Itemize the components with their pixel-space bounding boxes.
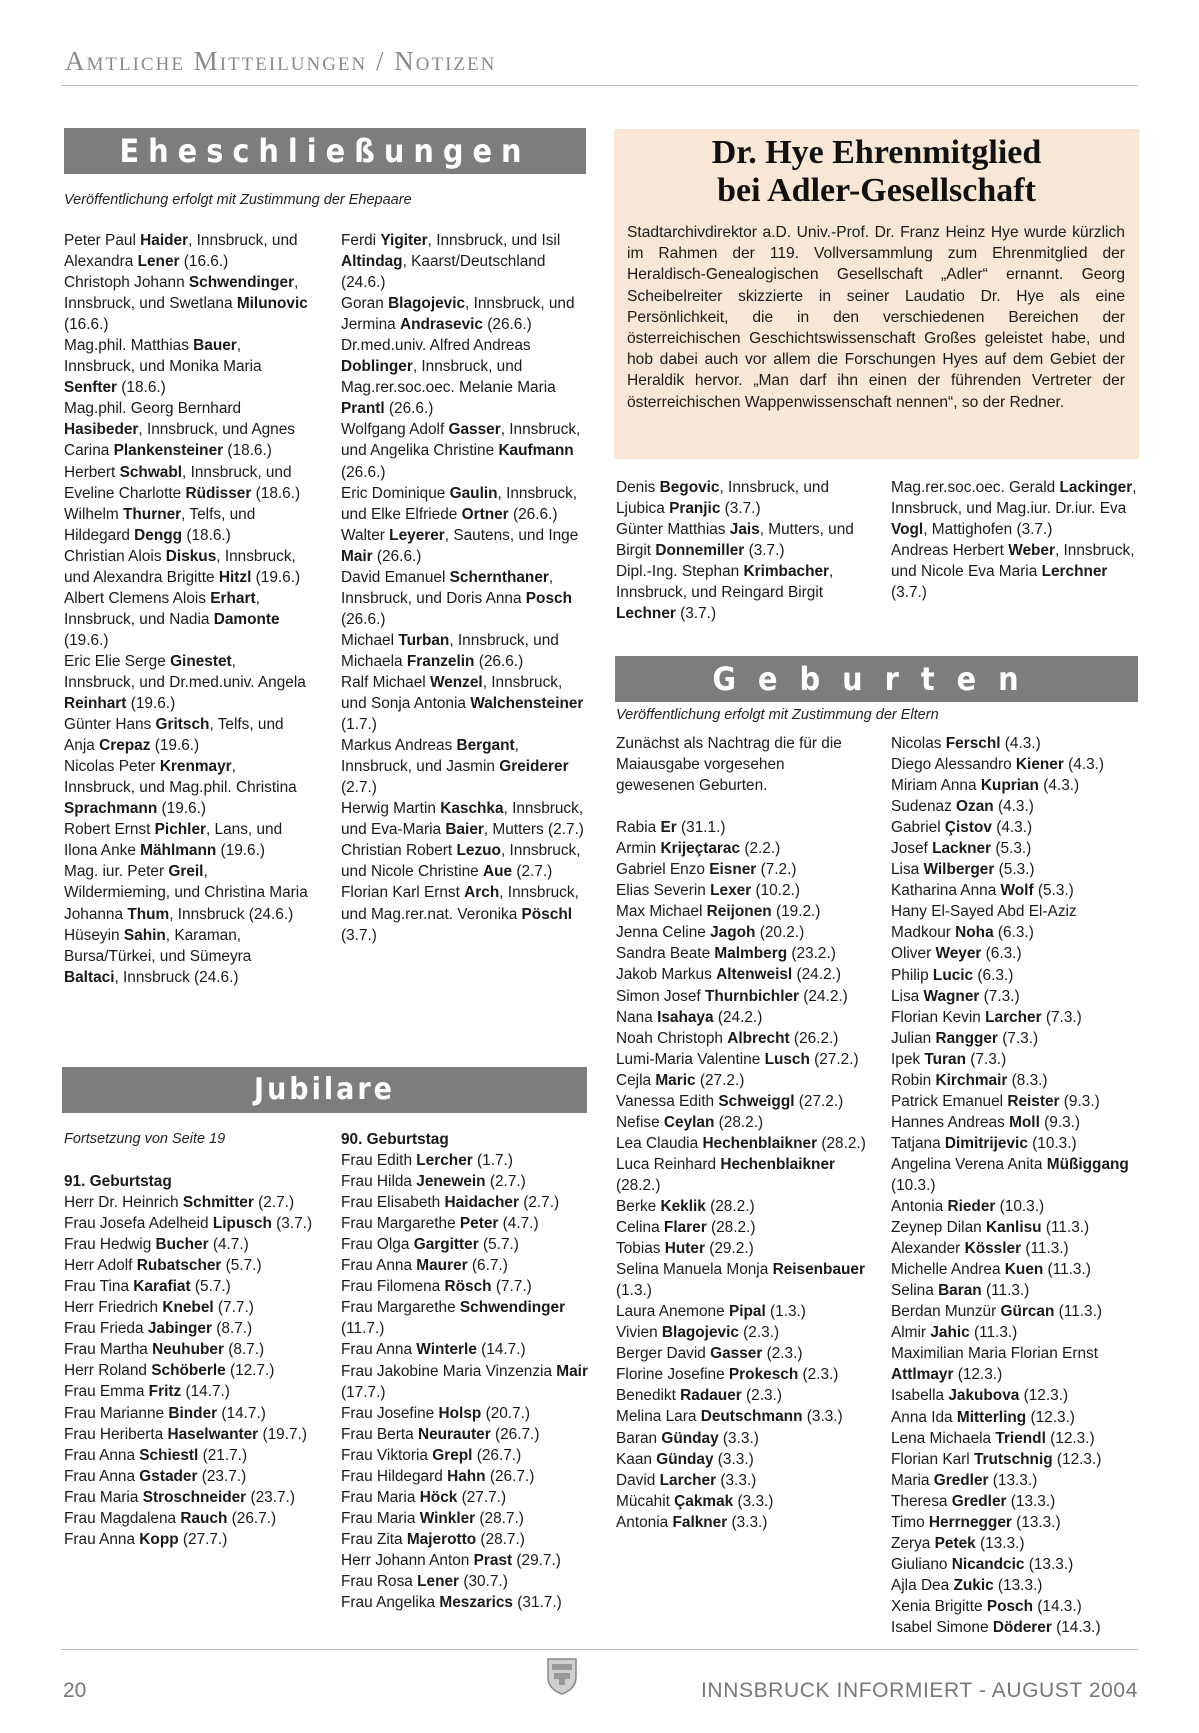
birthday-entry: Frau Jakobine Maria Vinzenzia Mair (17.7.) bbox=[341, 1362, 588, 1401]
birthday-entry: Frau Filomena Rösch (7.7.) bbox=[341, 1278, 532, 1296]
eheschliessungen-column-4 bbox=[891, 477, 1137, 603]
article-title-line-1: Dr. Hye Ehrenmitglied bbox=[711, 134, 1042, 171]
birth-entry: Tobias Huter (29.2.) bbox=[616, 1240, 754, 1258]
birth-entry: Oliver Weyer (6.3.) bbox=[891, 945, 1022, 963]
birth-entry: Julian Rangger (7.3.) bbox=[891, 1029, 1039, 1047]
birth-entry: Philip Lucic (6.3.) bbox=[891, 966, 1014, 984]
eheschliessungen-column-2 bbox=[341, 230, 585, 946]
birth-entry: Berdan Munzür Gürcan (11.3.) bbox=[891, 1303, 1103, 1321]
birthday-entry: Herr Adolf Rubatscher (5.7.) bbox=[64, 1257, 262, 1275]
birth-entry: Michelle Andrea Kuen (11.3.) bbox=[891, 1261, 1091, 1279]
birth-entry: Ipek Turan (7.3.) bbox=[891, 1050, 1007, 1068]
jubilare-title: Jubilare bbox=[254, 1072, 395, 1107]
article-box bbox=[614, 129, 1139, 459]
birth-entry: Lisa Wilberger (5.3.) bbox=[891, 861, 1035, 879]
birthday-entry: Frau Margarethe Schwendinger (11.7.) bbox=[341, 1299, 566, 1338]
birth-entry: Mücahit Çakmak (3.3.) bbox=[616, 1492, 774, 1510]
birth-entry: Celina Flarer (28.2.) bbox=[616, 1219, 756, 1237]
birthday-entry: Frau Maria Winkler (28.7.) bbox=[341, 1509, 524, 1527]
birth-entry: Lumi-Maria Valentine Lusch (27.2.) bbox=[616, 1050, 859, 1068]
jubilare-91-list bbox=[64, 1192, 314, 1550]
marriage-entry: Ralf Michael Wenzel, Innsbruck, und Sonja Antonia Walchensteiner (1.7.) bbox=[341, 673, 584, 734]
birth-entry: Melina Lara Deutschmann (3.3.) bbox=[616, 1408, 843, 1426]
marriage-entry: Wilhelm Thurner, Telfs, und Hildegard Dengg (18.6.) bbox=[64, 505, 256, 544]
birth-entry: Hannes Andreas Moll (9.3.) bbox=[891, 1113, 1081, 1131]
birth-entry: Robin Kirchmair (8.3.) bbox=[891, 1071, 1048, 1089]
birth-entry: Laura Anemone Pipal (1.3.) bbox=[616, 1303, 806, 1321]
birthday-entry: Frau Elisabeth Haidacher (2.7.) bbox=[341, 1194, 560, 1212]
birthday-entry: Herr Dr. Heinrich Schmitter (2.7.) bbox=[64, 1194, 295, 1212]
birthday-entry: Frau Anna Maurer (6.7.) bbox=[341, 1257, 508, 1275]
marriage-entry: Dr.med.univ. Alfred Andreas Doblinger, Innsbruck, und Mag.rer.soc.oec. Melanie Maria Prantl (26.6.) bbox=[341, 337, 556, 418]
birth-entry: Antonia Falkner (3.3.) bbox=[616, 1513, 768, 1531]
birth-entry: Xenia Brigitte Posch (14.3.) bbox=[891, 1597, 1082, 1615]
birth-entry: Lisa Wagner (7.3.) bbox=[891, 987, 1020, 1005]
birth-entry: Baran Günday (3.3.) bbox=[616, 1429, 759, 1447]
eheschliessungen-column-1 bbox=[64, 230, 308, 988]
birthday-entry: Frau Marianne Binder (14.7.) bbox=[64, 1404, 266, 1422]
header-divider bbox=[61, 85, 1138, 86]
birth-entry: Patrick Emanuel Reister (9.3.) bbox=[891, 1092, 1100, 1110]
birth-entry: Nefise Ceylan (28.2.) bbox=[616, 1113, 764, 1131]
birth-entry: Simon Josef Thurnbichler (24.2.) bbox=[616, 987, 848, 1005]
birthday-entry: Frau Anna Gstader (23.7.) bbox=[64, 1467, 247, 1485]
birth-entry: Katharina Anna Wolf (5.3.) bbox=[891, 882, 1074, 900]
eheschliessungen-title: Eheschließungen bbox=[119, 132, 531, 170]
marriage-entry: Eric Elie Serge Ginestet, Innsbruck, und Dr.med.univ. Angela Reinhart (19.6.) bbox=[64, 652, 306, 713]
birth-entry: Kaan Günday (3.3.) bbox=[616, 1450, 754, 1468]
marriage-entry: Robert Ernst Pichler, Lans, und Ilona Anke Mählmann (19.6.) bbox=[64, 821, 283, 860]
geburten-banner bbox=[615, 656, 1138, 702]
birthday-entry: Frau Edith Lercher (1.7.) bbox=[341, 1152, 513, 1170]
birthday-entry: Frau Olga Gargitter (5.7.) bbox=[341, 1236, 519, 1254]
birth-entry: Luca Reinhard Hechenblaikner (28.2.) bbox=[616, 1155, 836, 1194]
birth-entry: Zeynep Dilan Kanlisu (11.3.) bbox=[891, 1219, 1090, 1237]
birth-entry: Nicolas Ferschl (4.3.) bbox=[891, 735, 1041, 752]
jubilare-91-heading: 91. Geburtstag bbox=[64, 1173, 172, 1190]
marriage-entry: Walter Leyerer, Sautens, und Inge Mair (26.6.) bbox=[341, 526, 579, 565]
page-number: 20 bbox=[63, 1679, 87, 1702]
birthday-entry: Frau Hedwig Bucher (4.7.) bbox=[64, 1236, 249, 1254]
marriage-entry: Christian Robert Lezuo, Innsbruck, und Nicole Christine Aue (2.7.) bbox=[341, 842, 581, 881]
birthday-entry: Herr Friedrich Knebel (7.7.) bbox=[64, 1299, 254, 1317]
marriage-entry: Günter Hans Gritsch, Telfs, und Anja Crepaz (19.6.) bbox=[64, 716, 284, 755]
marriage-entry: Wolfgang Adolf Gasser, Innsbruck, und Angelika Christine Kaufmann (26.6.) bbox=[341, 421, 581, 481]
birth-entry: Rabia Er (31.1.) bbox=[616, 819, 726, 837]
birth-entry: Zerya Petek (13.3.) bbox=[891, 1534, 1025, 1552]
birthday-entry: Frau Magdalena Rauch (26.7.) bbox=[64, 1509, 277, 1527]
marriage-entry: Günter Matthias Jais, Mutters, und Birgit Donnemiller (3.7.) bbox=[616, 521, 854, 560]
birth-entry: Lena Michaela Triendl (12.3.) bbox=[891, 1429, 1095, 1447]
marriage-entry: Florian Karl Ernst Arch, Innsbruck, und Mag.rer.nat. Veronika Pöschl (3.7.) bbox=[341, 884, 579, 944]
marriage-entry: Mag.phil. Matthias Bauer, Innsbruck, und Monika Maria Senfter (18.6.) bbox=[64, 337, 262, 397]
birth-entry: Hany El-Sayed Abd El-Aziz Madkour Noha (6.3.) bbox=[891, 903, 1077, 942]
innsbruck-coat-of-arms-icon bbox=[546, 1655, 578, 1695]
marriage-entry: Mag.phil. Georg Bernhard Hasibeder, Innsbruck, und Agnes Carina Plankensteiner (18.6.) bbox=[64, 400, 295, 460]
birth-entry: Florine Josefine Prokesch (2.3.) bbox=[616, 1366, 839, 1384]
birth-entry: Sudenaz Ozan (4.3.) bbox=[891, 798, 1034, 816]
jubilare-column-2 bbox=[341, 1129, 591, 1613]
marriage-entry: Dipl.-Ing. Stephan Krimbacher, Innsbruck, und Reingard Birgit Lechner (3.7.) bbox=[616, 563, 834, 623]
birthday-entry: Frau Maria Stroschneider (23.7.) bbox=[64, 1488, 295, 1506]
geburten-list-1 bbox=[616, 817, 866, 1533]
birthday-entry: Herr Johann Anton Prast (29.7.) bbox=[341, 1551, 561, 1569]
birth-entry: Vanessa Edith Schweiggl (27.2.) bbox=[616, 1092, 844, 1110]
birthday-entry: Frau Heriberta Haselwanter (19.7.) bbox=[64, 1425, 307, 1443]
birthday-entry: Frau Anna Schiestl (21.7.) bbox=[64, 1446, 248, 1464]
marriage-entry: Christoph Johann Schwendinger, Innsbruck, und Swetlana Milunovic (16.6.) bbox=[64, 274, 308, 334]
birth-entry: Gabriel Enzo Eisner (7.2.) bbox=[616, 861, 797, 879]
birth-entry: Nana Isahaya (24.2.) bbox=[616, 1008, 763, 1026]
birth-entry: Isabel Simone Döderer (14.3.) bbox=[891, 1618, 1101, 1636]
birth-entry: Miriam Anna Kuprian (4.3.) bbox=[891, 777, 1080, 795]
birthday-entry: Frau Maria Höck (27.7.) bbox=[341, 1488, 507, 1506]
birthday-entry: Frau Viktoria Grepl (26.7.) bbox=[341, 1446, 522, 1464]
birthday-entry: Frau Frieda Jabinger (8.7.) bbox=[64, 1320, 253, 1338]
marriage-entry: Nicolas Peter Krenmayr, Innsbruck, und Mag.phil. Christina Sprachmann (19.6.) bbox=[64, 758, 297, 818]
marriage-entry: Mag. iur. Peter Greil, Wildermieming, und Christina Maria Johanna Thum, Innsbruck (24.6.) bbox=[64, 863, 308, 923]
marriage-entry: Goran Blagojevic, Innsbruck, und Jermina Andrasevic (26.6.) bbox=[341, 295, 575, 334]
birthday-entry: Frau Berta Neurauter (26.7.) bbox=[341, 1425, 540, 1443]
geburten-column-2 bbox=[891, 733, 1137, 1638]
marriage-entry: Hüseyin Sahin, Karaman, Bursa/Türkei, und Sümeyra Baltaci, Innsbruck (24.6.) bbox=[64, 926, 252, 986]
birth-entry: Timo Herrnegger (13.3.) bbox=[891, 1513, 1061, 1531]
marriage-entry: Denis Begovic, Innsbruck, und Ljubica Pranjic (3.7.) bbox=[616, 479, 830, 518]
birth-entry: Max Michael Reijonen (19.2.) bbox=[616, 903, 821, 921]
birth-entry: Noah Christoph Albrecht (26.2.) bbox=[616, 1029, 839, 1047]
birthday-entry: Frau Margarethe Peter (4.7.) bbox=[341, 1215, 539, 1233]
eheschliessungen-banner bbox=[64, 128, 586, 174]
marriage-entry: Albert Clemens Alois Erhart, Innsbruck, und Nadia Damonte (19.6.) bbox=[64, 589, 280, 649]
birthday-entry: Frau Martha Neuhuber (8.7.) bbox=[64, 1341, 265, 1359]
marriage-entry: Mag.rer.soc.oec. Gerald Lackinger, Innsbruck, und Mag.iur. Dr.iur. Eva Vogl, Mattighofen (3.7.) bbox=[891, 479, 1137, 539]
geburten-intro: Zunächst als Nachtrag die für die Maiausgabe vorgesehen gewesenen Geburten. bbox=[616, 735, 842, 795]
geburten-title: Geburten bbox=[712, 660, 1041, 698]
marriage-entry: Andreas Herbert Weber, Innsbruck, und Nicole Eva Maria Lerchner (3.7.) bbox=[891, 542, 1135, 602]
birth-entry: Diego Alessandro Kiener (4.3.) bbox=[891, 756, 1105, 774]
birth-entry: Theresa Gredler (13.3.) bbox=[891, 1492, 1056, 1510]
birth-entry: Sandra Beate Malmberg (23.2.) bbox=[616, 945, 836, 963]
birthday-entry: Frau Hilda Jenewein (2.7.) bbox=[341, 1173, 526, 1191]
birthday-entry: Frau Josefa Adelheid Lipusch (3.7.) bbox=[64, 1215, 313, 1233]
marriage-entry: Michael Turban, Innsbruck, und Michaela Franzelin (26.6.) bbox=[341, 631, 559, 670]
birthday-entry: Frau Angelika Meszarics (31.7.) bbox=[341, 1594, 562, 1612]
birth-entry: Maximilian Maria Florian Ernst Attlmayr (12.3.) bbox=[891, 1345, 1098, 1384]
marriage-entry: Herbert Schwabl, Innsbruck, und Eveline Charlotte Rüdisser (18.6.) bbox=[64, 463, 301, 502]
birth-entry: Jenna Celine Jagoh (20.2.) bbox=[616, 924, 805, 942]
article-title-line-2: bei Adler-Gesellschaft bbox=[717, 172, 1036, 209]
birth-entry: Ajla Dea Zukic (13.3.) bbox=[891, 1576, 1043, 1594]
jubilare-column-1 bbox=[64, 1171, 314, 1550]
birth-entry: Anna Ida Mitterling (12.3.) bbox=[891, 1408, 1075, 1426]
jubilare-90-list bbox=[341, 1150, 591, 1613]
eheschliessungen-subtitle: Veröffentlichung erfolgt mit Zustimmung der Ehepaare bbox=[64, 192, 412, 208]
birthday-entry: Herr Roland Schöberle (12.7.) bbox=[64, 1362, 275, 1380]
article-body: Stadtarchivdirektor a.D. Univ.-Prof. Dr. Franz Heinz Hye wurde kürzlich im Rahmen der 119. Vollversammlung zum Ehrenmitglied der Heraldisch-Genealogischen Gesellschaft „Adler“ ernannt. Georg Scheibelreiter skizzierte in seiner Laudatio Dr. Hye als eine Persönlichkeit, die in den verschiedenen Bereichen der österreichischen Geschichtswissenschaft Großes geleistet habe, und hob dabei auch vor allem die Forschungen Hyes auf dem Gebiet der Heraldik hervor. „Man darf ihn einen der führenden Vertreter der österreichischen Wappenwissenschaft nennen“, so der Redner. bbox=[627, 224, 1125, 411]
birthday-entry: Frau Hildegard Hahn (26.7.) bbox=[341, 1467, 535, 1485]
eheschliessungen-column-3 bbox=[616, 477, 866, 624]
birth-entry: Selina Manuela Monja Reisenbauer (1.3.) bbox=[616, 1261, 865, 1300]
publication-name: INNSBRUCK INFORMIERT - AUGUST 2004 bbox=[701, 1679, 1138, 1702]
birth-entry: David Larcher (3.3.) bbox=[616, 1471, 757, 1489]
birthday-entry: Frau Josefine Holsp (20.7.) bbox=[341, 1404, 531, 1422]
marriage-entry: Markus Andreas Bergant, Innsbruck, und Jasmin Greiderer (2.7.) bbox=[341, 737, 569, 797]
birth-entry: Elias Severin Lexer (10.2.) bbox=[616, 882, 800, 900]
marriage-entry: David Emanuel Schernthaner, Innsbruck, und Doris Anna Posch (26.6.) bbox=[341, 568, 572, 628]
jubilare-90-heading: 90. Geburtstag bbox=[341, 1131, 449, 1148]
birth-entry: Almir Jahic (11.3.) bbox=[891, 1324, 1018, 1342]
birthday-entry: Frau Rosa Lener (30.7.) bbox=[341, 1572, 508, 1590]
birth-entry: Berke Keklik (28.2.) bbox=[616, 1197, 755, 1215]
birth-entry: Maria Gredler (13.3.) bbox=[891, 1471, 1038, 1489]
page-header-title: Amtliche Mitteilungen / Notizen bbox=[65, 46, 497, 76]
birthday-entry: Frau Emma Fritz (14.7.) bbox=[64, 1383, 230, 1401]
birth-entry: Angelina Verena Anita Müßiggang (10.3.) bbox=[891, 1155, 1129, 1194]
birth-entry: Florian Karl Trutschnig (12.3.) bbox=[891, 1450, 1102, 1468]
footer-divider bbox=[61, 1649, 1138, 1650]
geburten-column-1 bbox=[616, 733, 866, 1533]
geburten-subtitle: Veröffentlichung erfolgt mit Zustimmung der Eltern bbox=[616, 707, 939, 723]
birthday-entry: Frau Zita Majerotto (28.7.) bbox=[341, 1530, 525, 1548]
jubilare-banner bbox=[62, 1067, 587, 1113]
birthday-entry: Frau Anna Kopp (27.7.) bbox=[64, 1530, 228, 1548]
birth-entry: Cejla Maric (27.2.) bbox=[616, 1071, 745, 1089]
birth-entry: Armin Krijeçtarac (2.2.) bbox=[616, 840, 781, 858]
marriage-entry: Christian Alois Diskus, Innsbruck, und Alexandra Brigitte Hitzl (19.6.) bbox=[64, 547, 301, 586]
birth-entry: Lea Claudia Hechenblaikner (28.2.) bbox=[616, 1134, 866, 1152]
birth-entry: Antonia Rieder (10.3.) bbox=[891, 1198, 1045, 1216]
birth-entry: Giuliano Nicandcic (13.3.) bbox=[891, 1555, 1074, 1573]
birth-entry: Tatjana Dimitrijevic (10.3.) bbox=[891, 1134, 1077, 1152]
birthday-entry: Frau Anna Winterle (14.7.) bbox=[341, 1341, 526, 1359]
birthday-entry: Frau Tina Karafiat (5.7.) bbox=[64, 1278, 231, 1296]
birth-entry: Gabriel Çistov (4.3.) bbox=[891, 819, 1033, 837]
birth-entry: Josef Lackner (5.3.) bbox=[891, 840, 1032, 858]
marriage-entry: Herwig Martin Kaschka, Innsbruck, und Eva-Maria Baier, Mutters (2.7.) bbox=[341, 800, 584, 839]
marriage-entry: Eric Dominique Gaulin, Innsbruck, und Elke Elfriede Ortner (26.6.) bbox=[341, 484, 578, 523]
birth-entry: Vivien Blagojevic (2.3.) bbox=[616, 1324, 780, 1342]
birth-entry: Florian Kevin Larcher (7.3.) bbox=[891, 1008, 1082, 1026]
birth-entry: Alexander Kössler (11.3.) bbox=[891, 1240, 1069, 1258]
marriage-entry: Ferdi Yigiter, Innsbruck, und Isil Altindag, Kaarst/Deutschland (24.6.) bbox=[341, 232, 561, 292]
marriage-entry: Peter Paul Haider, Innsbruck, und Alexandra Lener (16.6.) bbox=[64, 232, 298, 271]
birth-entry: Benedikt Radauer (2.3.) bbox=[616, 1387, 782, 1405]
birth-entry: Isabella Jakubova (12.3.) bbox=[891, 1387, 1069, 1405]
birth-entry: Selina Baran (11.3.) bbox=[891, 1282, 1030, 1300]
birth-entry: Berger David Gasser (2.3.) bbox=[616, 1345, 803, 1363]
jubilare-continuation: Fortsetzung von Seite 19 bbox=[64, 1131, 226, 1147]
birth-entry: Jakob Markus Altenweisl (24.2.) bbox=[616, 966, 841, 984]
